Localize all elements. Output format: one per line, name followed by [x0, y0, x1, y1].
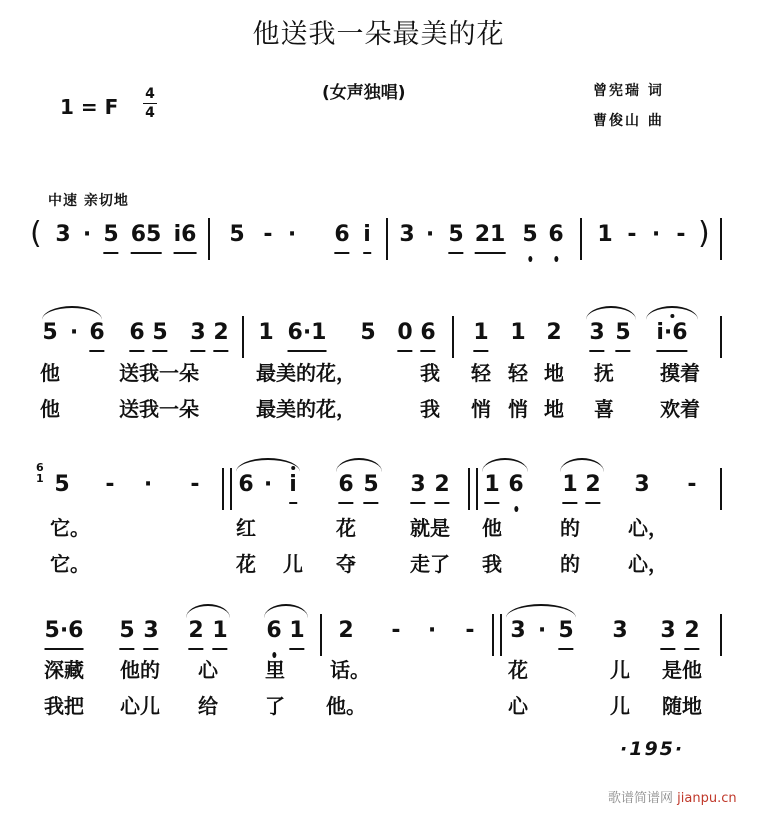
grace-top: 6 — [36, 461, 44, 474]
lyric: 随地 — [662, 694, 702, 718]
lyric: 心儿 — [120, 694, 160, 718]
note: 5·6 — [45, 614, 84, 648]
lyric: 欢着 — [660, 397, 700, 421]
note: 0 — [397, 316, 412, 350]
lyric: 心， — [628, 516, 668, 540]
open-paren: ( — [30, 216, 42, 251]
barline — [230, 468, 232, 510]
lyric: 的 — [560, 552, 580, 576]
note: 3 — [55, 222, 71, 247]
note: 5 — [119, 614, 134, 648]
lyric: 话。 — [330, 658, 370, 682]
barline — [500, 614, 502, 656]
note: 5 — [448, 218, 463, 252]
note: 2 — [546, 320, 562, 345]
lyric: 他 — [40, 397, 60, 421]
note: 6 — [508, 468, 523, 502]
dot: · — [537, 618, 547, 643]
notation-row-1 — [0, 316, 757, 366]
lyric: 最美的花， — [256, 361, 356, 385]
note: 6 — [266, 614, 281, 648]
note: 5 — [103, 218, 118, 252]
note: i6 — [174, 218, 197, 252]
note: 6 — [548, 218, 563, 252]
lyric: 地 — [544, 361, 564, 385]
note: 2 — [213, 316, 228, 350]
lyric: 他。 — [326, 694, 366, 718]
lyric: 儿 — [610, 694, 630, 718]
note: 2 — [338, 618, 354, 643]
note: 1 — [597, 222, 613, 247]
barline — [208, 218, 210, 260]
lyric: 我把 — [44, 694, 84, 718]
lyric: 心 — [508, 694, 528, 718]
lyric: 红 — [236, 516, 256, 540]
note: 3 — [399, 222, 415, 247]
dot: · — [425, 222, 435, 247]
lyric: 儿 — [283, 552, 303, 576]
tempo-marking: 中速 亲切地 — [48, 193, 129, 209]
lyric: 它。 — [50, 552, 90, 576]
meter-top: 4 — [145, 86, 155, 102]
note: 6 — [338, 468, 353, 502]
lyric: 花 — [508, 658, 528, 682]
lyric: 我 — [420, 361, 440, 385]
note: 5 — [615, 316, 630, 350]
watermark-cn: 歌谱简谱网 — [608, 791, 674, 806]
barline — [720, 614, 722, 656]
dash: - — [687, 472, 697, 497]
dash: - — [263, 222, 273, 247]
lyric: 花 — [336, 516, 356, 540]
note: 5 — [522, 218, 537, 252]
notation-row-3 — [0, 614, 757, 664]
lyric: 我 — [420, 397, 440, 421]
note: 3 — [660, 614, 675, 648]
note: 5 — [54, 472, 70, 497]
note: 6·1 — [288, 316, 327, 350]
note: 1 — [289, 614, 304, 648]
lyricist-credit: 曾宪瑞 词 — [593, 83, 664, 99]
lyric: 轻 — [471, 361, 491, 385]
lyric: 悄 — [508, 397, 528, 421]
note: 2 — [188, 614, 203, 648]
lyric: 悄 — [471, 397, 491, 421]
dot: · — [427, 618, 437, 643]
barline — [222, 468, 224, 510]
lyric: 他 — [40, 361, 60, 385]
barline — [720, 218, 722, 260]
lyric: 就是 — [410, 516, 450, 540]
lyric: 夺 — [336, 552, 356, 576]
dash: - — [190, 472, 200, 497]
note: 3 — [589, 316, 604, 350]
lyric: 它。 — [50, 516, 90, 540]
barline — [476, 468, 478, 510]
meter-bar — [143, 103, 157, 104]
lyric: 摸着 — [660, 361, 700, 385]
watermark-en: jianpu.cn — [677, 791, 737, 806]
lyric: 送我一朵 — [119, 361, 199, 385]
time-signature — [143, 86, 157, 121]
barline — [468, 468, 470, 510]
note: 1 — [258, 320, 274, 345]
note: 3 — [612, 618, 628, 643]
note: 2 — [684, 614, 699, 648]
note: 1 — [212, 614, 227, 648]
note: i — [363, 218, 371, 252]
note: 3 — [143, 614, 158, 648]
note: 6 — [129, 316, 144, 350]
barline — [320, 614, 322, 656]
close-paren: ) — [698, 216, 710, 251]
performance-type: (女声独唱) — [322, 83, 406, 103]
lyric: 心， — [628, 552, 668, 576]
lyric: 最美的花， — [256, 397, 356, 421]
lyric: 他 — [482, 516, 502, 540]
note: 65 — [131, 218, 162, 252]
lyric: 抚 — [594, 361, 614, 385]
note: 5 — [229, 222, 245, 247]
note: 6 — [334, 218, 349, 252]
barline — [720, 316, 722, 358]
barline — [492, 614, 494, 656]
lyric: 是他 — [662, 658, 702, 682]
dot: · — [143, 472, 153, 497]
note: 1 — [510, 320, 526, 345]
note: 1 — [473, 316, 488, 350]
lyric: 给 — [198, 694, 218, 718]
lyric: 我 — [482, 552, 502, 576]
note: 2 — [585, 468, 600, 502]
watermark — [608, 787, 737, 806]
dot: · — [82, 222, 92, 247]
dot: · — [287, 222, 297, 247]
barline — [452, 316, 454, 358]
note: 6 — [420, 316, 435, 350]
note: i·6 — [656, 316, 687, 350]
note: 5 — [363, 468, 378, 502]
barline — [720, 468, 722, 510]
dash: - — [676, 222, 686, 247]
note: 21 — [475, 218, 506, 252]
lyric: 儿 — [610, 658, 630, 682]
barline — [242, 316, 244, 358]
note: 5 — [152, 316, 167, 350]
lyric: 他的 — [120, 658, 160, 682]
lyric: 轻 — [508, 361, 528, 385]
grace-bottom: 1 — [36, 472, 44, 485]
note: 5 — [360, 320, 376, 345]
note: 3 — [190, 316, 205, 350]
lyric: 花 — [236, 552, 256, 576]
note: 3 — [510, 618, 526, 643]
dot: · — [263, 472, 273, 497]
key-signature: 1 = F — [60, 95, 119, 119]
lyric: 地 — [544, 397, 564, 421]
lyric: 喜 — [594, 397, 614, 421]
composer-credit: 曹俊山 曲 — [593, 113, 664, 129]
notation-row-intro — [0, 218, 757, 268]
dot: · — [69, 320, 79, 345]
note: 1 — [484, 468, 499, 502]
dash: - — [391, 618, 401, 643]
note: 3 — [410, 468, 425, 502]
page-number: ·195· — [620, 738, 685, 760]
lyric: 深藏 — [44, 658, 84, 682]
note: 1 — [562, 468, 577, 502]
note: 6 — [238, 472, 254, 497]
lyric: 送我一朵 — [119, 397, 199, 421]
note: i — [289, 468, 297, 502]
notation-row-2 — [0, 468, 757, 518]
note: 6 — [89, 316, 104, 350]
lyric: 的 — [560, 516, 580, 540]
lyric: 走了 — [410, 552, 450, 576]
song-title: 他送我一朵最美的花 — [252, 19, 505, 50]
barline — [386, 218, 388, 260]
dash: - — [105, 472, 115, 497]
barline — [580, 218, 582, 260]
meter-bottom: 4 — [145, 105, 155, 121]
lyric: 里 — [265, 658, 285, 682]
lyric: 了 — [265, 694, 285, 718]
lyric: 心 — [198, 658, 218, 682]
note: 5 — [42, 320, 58, 345]
dot: · — [651, 222, 661, 247]
note: 2 — [434, 468, 449, 502]
dash: - — [465, 618, 475, 643]
dash: - — [627, 222, 637, 247]
note: 5 — [558, 614, 573, 648]
note: 3 — [634, 472, 650, 497]
